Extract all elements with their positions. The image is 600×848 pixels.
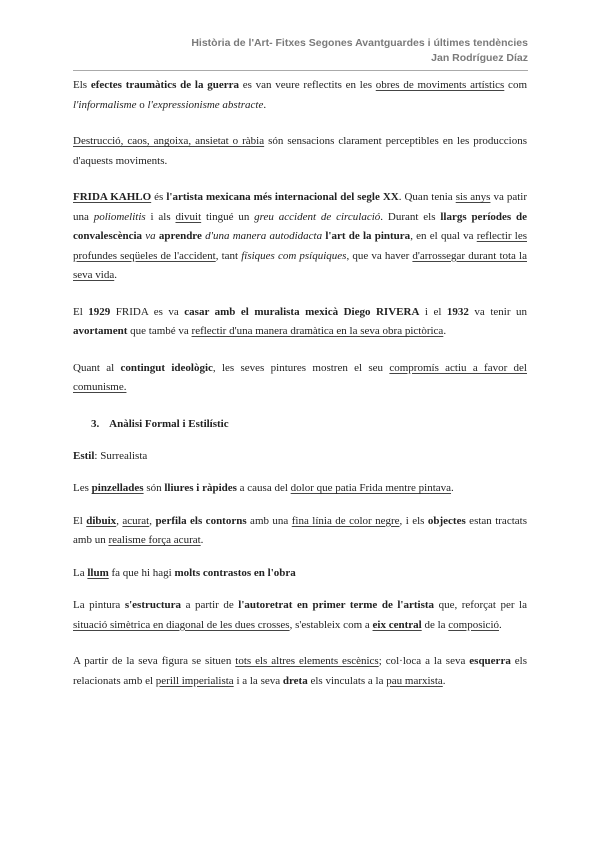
- text: .: [263, 98, 267, 111]
- text: els relacionats amb el: [73, 655, 527, 687]
- text: , i els: [399, 514, 428, 527]
- bold-underlined-text: FRIDA KAHLO: [73, 191, 152, 203]
- underlined-text: perill imperialista: [155, 674, 234, 687]
- italic-text: d'una manera autodidacta: [201, 230, 326, 242]
- italic-text: l'expressionisme abstracte: [147, 98, 264, 111]
- header-divider: [73, 70, 528, 71]
- text: o: [136, 98, 148, 111]
- text: .: [443, 325, 447, 337]
- text: i a la seva: [233, 674, 283, 687]
- paragraph-brushstrokes: [73, 479, 527, 499]
- bold-underlined-text: llum: [87, 566, 109, 579]
- page-header: [191, 36, 528, 66]
- italic-text: físiques com psíquiques: [241, 249, 347, 262]
- text: que també va: [127, 325, 192, 337]
- text: La pintura: [73, 599, 125, 611]
- text: són sensacions clarament perceptibles en les produccions d'aquests moviments.: [73, 135, 528, 167]
- text: , en el qual va: [410, 230, 477, 242]
- text: ,: [149, 514, 156, 527]
- text: El: [73, 514, 87, 527]
- text: La: [73, 566, 88, 579]
- paragraph-drawing: [73, 512, 527, 551]
- underlined-text: Destrucció, caos, angoixa, ansietat o ràbia: [73, 135, 265, 147]
- document-body: [73, 76, 527, 708]
- text: es van veure reflectits en les: [238, 79, 376, 91]
- header-author: Jan Rodríguez Díaz: [431, 52, 528, 64]
- bold-text: dreta: [282, 674, 308, 687]
- paragraph-war-effects: [73, 76, 527, 115]
- underlined-text: reflectir les profundes seqüeles de l'accident: [73, 230, 527, 262]
- bold-text: 1929: [88, 305, 111, 318]
- bold-text: objectes: [427, 514, 466, 527]
- bold-text: s'estructura: [124, 599, 182, 611]
- underlined-text: composició: [448, 618, 499, 631]
- text: amb una: [246, 514, 292, 527]
- paragraph-marriage: [73, 303, 527, 342]
- underlined-text: dolor que patia Frida mentre pintava: [290, 482, 452, 494]
- text: .: [499, 618, 502, 631]
- underlined-text: obres de moviments artístics: [375, 79, 505, 91]
- text: El: [73, 305, 89, 318]
- paragraph-ideology: [73, 359, 527, 398]
- bold-text: l'art de la pintura: [325, 230, 411, 242]
- paragraph-scenic-elements: [73, 652, 527, 691]
- text: Quant al: [73, 361, 121, 374]
- text: , s'estableix com a: [289, 618, 373, 631]
- text: .: [114, 269, 117, 281]
- bold-text: 1932: [446, 305, 469, 318]
- underlined-text: situació simètrica en diagonal de les dues crosses: [73, 618, 290, 631]
- underlined-text: divuit: [175, 210, 202, 223]
- text: .: [442, 674, 446, 687]
- header-course-title: Història de l'Art- Fitxes Segones Avantguardes i últimes tendències: [191, 37, 528, 49]
- underlined-text: d'arrossegar durant tota la seva vida: [73, 249, 527, 281]
- bold-text: efectes traumàtics de la guerra: [90, 79, 239, 91]
- bold-underlined-text: pinzellades: [91, 482, 144, 494]
- italic-text: greu accident de circulació: [254, 210, 381, 223]
- bold-text: avortament: [73, 325, 128, 337]
- bold-text: l'autoretrat en primer terme de l'artista: [238, 599, 435, 611]
- text: els vinculats a la: [307, 674, 387, 687]
- text: va tenir un: [468, 305, 527, 318]
- underlined-text: realisme força acurat: [108, 534, 201, 546]
- underlined-text: fina línia de color negre: [291, 514, 400, 527]
- text: és: [151, 191, 167, 203]
- text: són: [143, 482, 165, 494]
- bold-text: perfila els contorns: [155, 514, 247, 527]
- text: de la: [421, 618, 449, 631]
- bold-text: casar amb el muralista mexicà Diego RIVERA: [184, 305, 420, 318]
- text: a partir de: [181, 599, 239, 611]
- text: va patir una: [73, 191, 527, 223]
- text: com: [504, 79, 527, 91]
- text: Els: [73, 79, 91, 91]
- underlined-text: acurat: [122, 514, 150, 527]
- text: estan tractats amb un: [73, 514, 527, 546]
- text: A partir de la seva figura se situen: [73, 655, 236, 667]
- bold-text: contingut ideològic: [120, 361, 213, 374]
- text: tingué un: [201, 210, 255, 223]
- bold-text: molts contrastos en l'obra: [174, 566, 296, 579]
- text: , les seves pintures mostren el seu: [212, 361, 390, 374]
- paragraph-frida-biography: [73, 188, 527, 286]
- text: ,: [116, 514, 123, 527]
- text: . Durant els: [380, 210, 441, 223]
- text: , que va haver: [346, 249, 413, 262]
- italic-text: va: [142, 230, 159, 242]
- bold-underlined-text: dibuix: [86, 514, 117, 527]
- text: a causa del: [236, 482, 291, 494]
- text: , tant: [215, 249, 242, 262]
- paragraph-style: [73, 447, 527, 467]
- text: fa que hi hagi: [108, 566, 175, 579]
- bold-text: Estil: [73, 449, 95, 462]
- bold-underlined-text: eix central: [372, 618, 422, 631]
- text: .: [200, 534, 204, 546]
- paragraph-sensations: [73, 132, 527, 171]
- underlined-text: sis anys: [455, 191, 491, 203]
- bold-text: lliures i ràpides: [164, 482, 237, 494]
- bold-text: esquerra: [469, 655, 511, 667]
- bold-text: l'artista mexicana més internacional del segle XX: [166, 191, 399, 203]
- italic-text: l'informalisme: [73, 98, 137, 111]
- section-title: Anàlisi Formal i Estilístic: [109, 417, 229, 430]
- text: FRIDA es va: [110, 305, 185, 318]
- text: . Quan tenia: [398, 191, 456, 203]
- underlined-text: tots els altres elements escènics: [235, 655, 379, 667]
- text: .: [451, 482, 454, 494]
- underlined-text: reflectir d'una manera dramàtica en la seva obra pictòrica: [191, 325, 444, 337]
- section-number: 3.: [91, 417, 100, 430]
- bold-text: llargs períodes de convalescència: [73, 210, 528, 242]
- paragraph-light: [73, 564, 527, 584]
- section-heading-formal-analysis: [91, 415, 527, 433]
- paragraph-structure: [73, 596, 527, 635]
- text: i als: [145, 210, 176, 223]
- italic-text: poliomelitis: [93, 210, 146, 223]
- text: que, reforçat per la: [434, 599, 527, 611]
- text: ; col·loca a la seva: [378, 655, 470, 667]
- text: Les: [73, 482, 92, 494]
- underlined-text: pau marxista: [386, 674, 443, 687]
- text: i el: [419, 305, 447, 318]
- underlined-text: compromís actiu a favor del comunisme.: [73, 361, 527, 393]
- text: : Surrealista: [94, 449, 148, 462]
- bold-text: aprendre: [158, 230, 202, 242]
